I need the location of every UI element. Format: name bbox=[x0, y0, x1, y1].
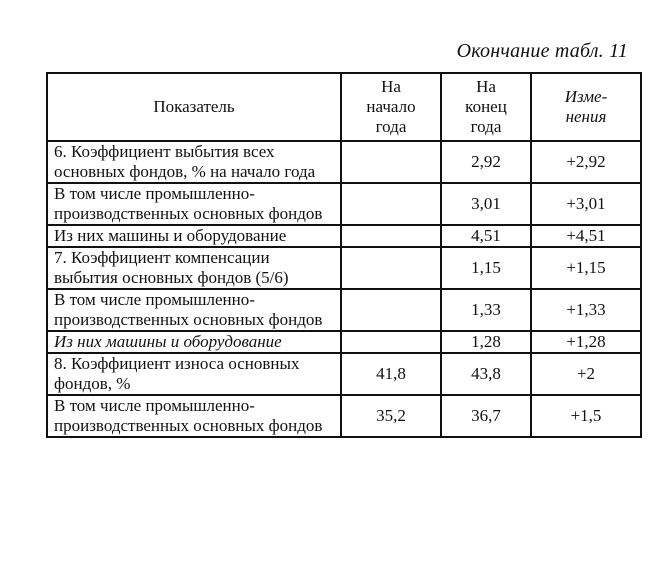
header-end-line-1: На bbox=[476, 77, 496, 96]
cell-start bbox=[341, 183, 441, 225]
table-caption: Окончание табл. 11 bbox=[456, 40, 628, 62]
row-label: Из них машины и оборудование bbox=[47, 331, 341, 353]
cell-end: 36,7 bbox=[441, 395, 531, 437]
cell-start: 35,2 bbox=[341, 395, 441, 437]
cell-start bbox=[341, 289, 441, 331]
data-table bbox=[46, 72, 642, 438]
header-end-line-3: года bbox=[470, 117, 502, 136]
row-label: В том числе промышленно-производственных основных фондов bbox=[47, 183, 341, 225]
header-change bbox=[531, 73, 641, 141]
header-end bbox=[441, 73, 531, 141]
header-indicator-label: Показатель bbox=[153, 97, 235, 116]
header-change-line-2: нения bbox=[565, 107, 607, 126]
row-label: 8. Коэффициент износа основных фондов, % bbox=[47, 353, 341, 395]
cell-change: +4,51 bbox=[531, 225, 641, 247]
table-row bbox=[47, 289, 641, 331]
header-start bbox=[341, 73, 441, 141]
cell-start bbox=[341, 247, 441, 289]
table-row bbox=[47, 247, 641, 289]
header-indicator bbox=[47, 73, 341, 141]
cell-end: 1,15 bbox=[441, 247, 531, 289]
table-row bbox=[47, 353, 641, 395]
cell-end: 43,8 bbox=[441, 353, 531, 395]
table-row bbox=[47, 183, 641, 225]
cell-change: +1,28 bbox=[531, 331, 641, 353]
cell-end: 3,01 bbox=[441, 183, 531, 225]
cell-change: +1,5 bbox=[531, 395, 641, 437]
cell-change: +1,15 bbox=[531, 247, 641, 289]
table-row bbox=[47, 225, 641, 247]
cell-change: +2 bbox=[531, 353, 641, 395]
cell-end: 1,33 bbox=[441, 289, 531, 331]
cell-start: 41,8 bbox=[341, 353, 441, 395]
row-label: 7. Коэффициент компенсации выбытия основных фондов (5/6) bbox=[47, 247, 341, 289]
header-row bbox=[47, 73, 641, 141]
cell-change: +2,92 bbox=[531, 141, 641, 183]
row-label: Из них машины и оборудование bbox=[47, 225, 341, 247]
cell-start bbox=[341, 141, 441, 183]
cell-end: 1,28 bbox=[441, 331, 531, 353]
cell-change: +1,33 bbox=[531, 289, 641, 331]
table-row bbox=[47, 395, 641, 437]
header-start-line-1: На bbox=[381, 77, 401, 96]
cell-start bbox=[341, 225, 441, 247]
row-label: В том числе промышленно-производственных основных фондов bbox=[47, 289, 341, 331]
cell-end: 2,92 bbox=[441, 141, 531, 183]
header-end-line-2: конец bbox=[465, 97, 507, 116]
header-start-line-3: года bbox=[375, 117, 407, 136]
header-start-line-2: начало bbox=[366, 97, 416, 116]
cell-end: 4,51 bbox=[441, 225, 531, 247]
table-row bbox=[47, 141, 641, 183]
row-label: В том числе промышленно-производственных основных фондов bbox=[47, 395, 341, 437]
cell-change: +3,01 bbox=[531, 183, 641, 225]
cell-start bbox=[341, 331, 441, 353]
table-row bbox=[47, 331, 641, 353]
header-change-line-1: Изме- bbox=[564, 87, 608, 106]
row-label: 6. Коэффициент выбытия всех основных фондов, % на начало года bbox=[47, 141, 341, 183]
